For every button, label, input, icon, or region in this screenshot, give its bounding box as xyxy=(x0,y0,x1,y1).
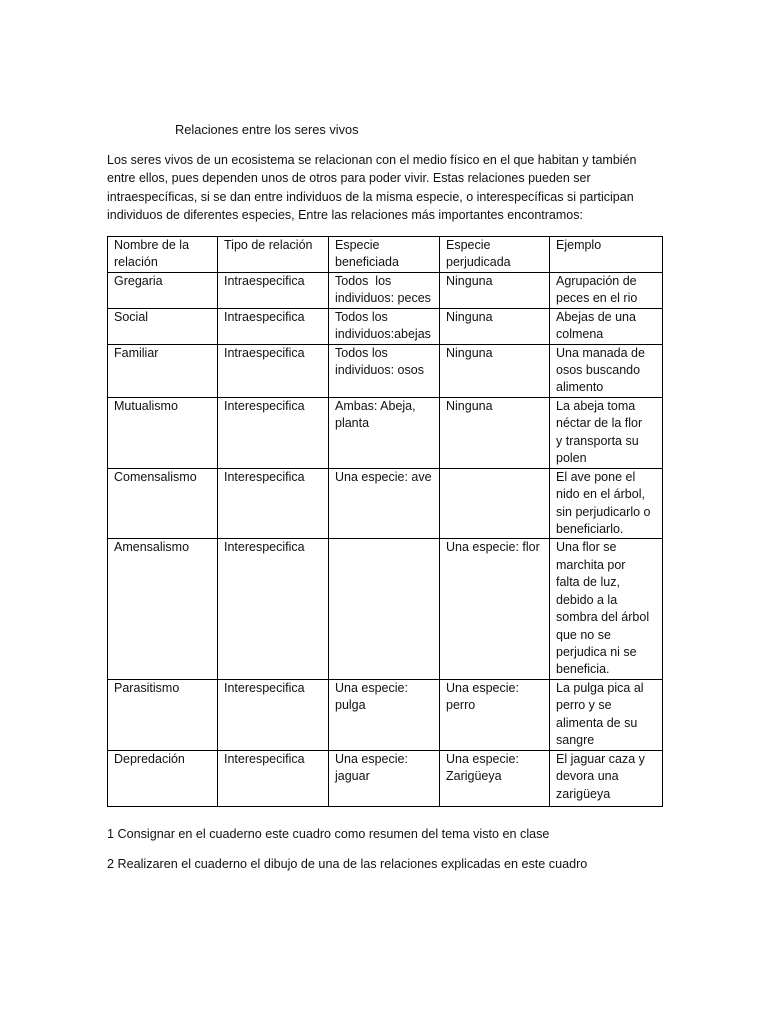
relations-table xyxy=(107,236,663,807)
cell-line: planta xyxy=(335,416,370,431)
cell-line: debido a la xyxy=(556,592,618,607)
cell-line: perjudica ni se xyxy=(556,644,637,659)
table-cell xyxy=(329,679,440,750)
table-cell xyxy=(108,468,218,539)
table-row xyxy=(108,308,663,344)
cell-line: individuos:abejas xyxy=(335,327,431,342)
table-cell xyxy=(329,344,440,397)
cell-line: alimenta de su xyxy=(556,715,638,730)
table-cell xyxy=(218,750,329,806)
table-cell xyxy=(218,344,329,397)
cell-line: relación xyxy=(114,255,158,270)
table-row xyxy=(108,679,663,750)
cell-line: falta de luz, xyxy=(556,575,620,590)
table-row xyxy=(108,539,663,679)
table-cell xyxy=(550,539,663,679)
cell-line: Familiar xyxy=(114,345,159,360)
table-cell xyxy=(108,397,218,468)
cell-line: Una especie: xyxy=(446,751,519,766)
table-cell xyxy=(108,750,218,806)
table-row xyxy=(108,468,663,539)
intro-line: individuos de diferentes especies, Entre las relaciones más importantes encontramos: xyxy=(107,208,583,223)
cell-line: Tipo de relación xyxy=(224,238,313,252)
table-cell xyxy=(329,468,440,539)
cell-line: beneficiada xyxy=(335,255,399,270)
cell-line: Comensalismo xyxy=(114,469,197,484)
table-cell xyxy=(550,272,663,308)
cell-line: perro y se xyxy=(556,698,612,713)
cell-line: Ninguna xyxy=(446,309,493,324)
cell-line: Ninguna xyxy=(446,345,493,360)
cell-line: Una especie: xyxy=(335,680,408,695)
cell-line: El ave pone el xyxy=(556,469,636,484)
cell-line: Interespecifica xyxy=(224,680,305,695)
table-cell xyxy=(218,679,329,750)
table-row xyxy=(108,344,663,397)
cell-line: Interespecifica xyxy=(224,751,305,766)
cell-line: Intraespecifica xyxy=(224,345,305,360)
table-cell xyxy=(440,468,550,539)
cell-line: Una especie: flor xyxy=(446,540,540,555)
page-title: Relaciones entre los seres vivos xyxy=(175,122,359,137)
table-cell xyxy=(440,344,550,397)
header-cell-harmed xyxy=(440,237,550,273)
table-cell xyxy=(440,539,550,679)
cell-line: Nombre de la xyxy=(114,238,190,252)
table-cell xyxy=(550,679,663,750)
cell-line: nido en el árbol, xyxy=(556,487,645,502)
cell-line: Agrupación de xyxy=(556,273,637,288)
cell-line: Ambas: Abeja, xyxy=(335,398,416,413)
cell-line: peces en el rio xyxy=(556,291,638,306)
table-row xyxy=(108,272,663,308)
table-cell xyxy=(108,539,218,679)
cell-line: Una especie: xyxy=(335,751,408,766)
cell-line: individuos: osos xyxy=(335,363,424,378)
cell-line: perro xyxy=(446,698,476,713)
table-header-row xyxy=(108,237,663,273)
cell-line: La abeja toma xyxy=(556,398,636,413)
table-cell xyxy=(329,750,440,806)
table-cell xyxy=(108,308,218,344)
table-cell xyxy=(440,397,550,468)
cell-line: Todos los xyxy=(335,309,388,324)
table-cell xyxy=(108,344,218,397)
cell-line: Depredación xyxy=(114,751,185,766)
table-row xyxy=(108,750,663,806)
cell-line: Una especie: ave xyxy=(335,469,432,484)
table-cell xyxy=(550,750,663,806)
cell-line: Amensalismo xyxy=(114,540,190,555)
header-cell-type xyxy=(218,237,329,273)
cell-line: Ejemplo xyxy=(556,238,602,252)
cell-line: y transporta su xyxy=(556,433,639,448)
header-cell-example xyxy=(550,237,663,273)
table-cell xyxy=(440,308,550,344)
cell-line: beneficiarlo. xyxy=(556,522,624,537)
cell-line: Interespecifica xyxy=(224,540,305,555)
table-cell xyxy=(108,679,218,750)
cell-line: Parasitismo xyxy=(114,680,180,695)
cell-line: marchita por xyxy=(556,557,626,572)
cell-line: osos buscando xyxy=(556,363,641,378)
cell-line: alimento xyxy=(556,380,604,395)
header-cell-benefited xyxy=(329,237,440,273)
table-cell xyxy=(440,679,550,750)
cell-line: perjudicada xyxy=(446,255,511,270)
cell-line: El jaguar caza y xyxy=(556,751,645,766)
cell-line: Una especie: xyxy=(446,680,519,695)
footnote-2: 2 Realizaren el cuaderno el dibujo de una de las relaciones explicadas en este cuadro xyxy=(107,857,588,871)
cell-line: Abejas de una xyxy=(556,309,636,324)
table-cell xyxy=(550,344,663,397)
cell-line: jaguar xyxy=(335,769,370,784)
table-cell xyxy=(329,539,440,679)
cell-line: Ninguna xyxy=(446,273,493,288)
table-cell xyxy=(329,397,440,468)
cell-line: zarigüeya xyxy=(556,786,611,801)
intro-line: Los seres vivos de un ecosistema se relacionan con el medio físico en el que habitan y también xyxy=(107,153,637,167)
footnote-1: 1 Consignar en el cuaderno este cuadro como resumen del tema visto en clase xyxy=(107,827,550,841)
cell-line: colmena xyxy=(556,327,604,342)
cell-line: Gregaria xyxy=(114,273,163,288)
cell-line: Social xyxy=(114,309,149,324)
cell-line: devora una xyxy=(556,769,619,784)
table-cell xyxy=(550,397,663,468)
cell-line: sangre xyxy=(556,732,595,747)
cell-line: Todos los xyxy=(335,345,388,360)
cell-line: Ninguna xyxy=(446,398,493,413)
cell-line: Interespecifica xyxy=(224,469,305,484)
cell-line: que no se xyxy=(556,627,611,642)
cell-line: sombra del árbol xyxy=(556,610,650,625)
table-cell xyxy=(218,272,329,308)
table-cell xyxy=(440,750,550,806)
table-cell xyxy=(329,308,440,344)
cell-line: beneficia. xyxy=(556,662,610,677)
cell-line: Una flor se xyxy=(556,540,617,555)
cell-line: sin perjudicarlo o xyxy=(556,504,651,519)
table-cell xyxy=(218,468,329,539)
intro-line: entre ellos, pues dependen unos de otros para poder vivir. Estas relaciones pueden ser xyxy=(107,171,591,186)
cell-line: Interespecifica xyxy=(224,398,305,413)
table-cell xyxy=(550,468,663,539)
table-cell xyxy=(218,539,329,679)
table-row xyxy=(108,397,663,468)
cell-line: Una manada de xyxy=(556,345,645,360)
cell-line: Especie xyxy=(446,238,491,252)
intro-line: intraespecíficas, si se dan entre individuos de la misma especie, o interespecíficas si participan xyxy=(107,189,634,204)
intro-paragraph xyxy=(107,151,667,225)
cell-line: Zarigüeya xyxy=(446,769,502,784)
cell-line: pulga xyxy=(335,698,366,713)
table-cell xyxy=(218,308,329,344)
cell-line: Intraespecifica xyxy=(224,273,305,288)
cell-line: individuos: peces xyxy=(335,291,431,306)
table-cell xyxy=(108,272,218,308)
cell-line: Especie xyxy=(335,238,380,252)
table-cell xyxy=(218,397,329,468)
cell-line: Todos los xyxy=(335,273,392,288)
table-cell xyxy=(329,272,440,308)
cell-line: La pulga pica al xyxy=(556,680,644,695)
cell-line: polen xyxy=(556,451,587,466)
cell-line: néctar de la flor xyxy=(556,416,643,431)
cell-line: Intraespecifica xyxy=(224,309,305,324)
cell-line: Mutualismo xyxy=(114,398,178,413)
table-cell xyxy=(440,272,550,308)
header-cell-name xyxy=(108,237,218,273)
table-cell xyxy=(550,308,663,344)
